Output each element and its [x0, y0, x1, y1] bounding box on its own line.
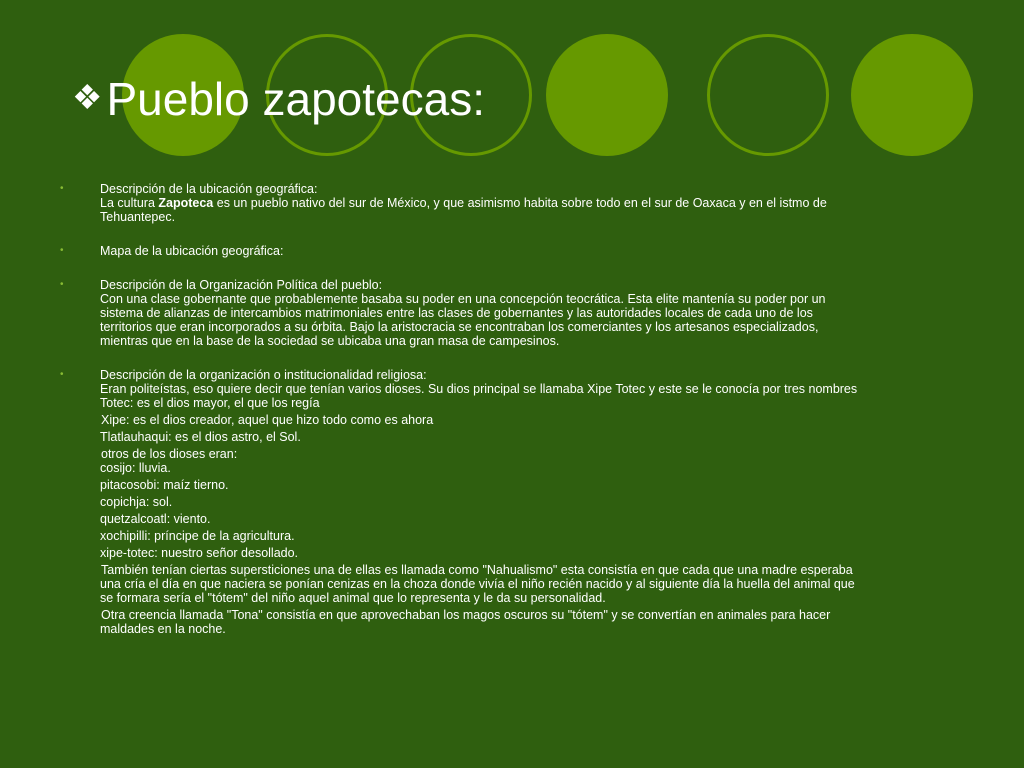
- item-heading: Descripción de la Organización Política del pueblo:: [100, 278, 383, 292]
- slide-title: [72, 68, 485, 129]
- item-text: mientras que en la base de la sociedad se ubicaba una gran masa de campesinos.: [100, 334, 560, 348]
- bullet-item-ubicacion: [60, 182, 970, 224]
- item-text: Tehuantepec.: [100, 210, 176, 224]
- decorative-circle-filled: [851, 34, 973, 156]
- decorative-circle-filled: [546, 34, 668, 156]
- item-text: Otra creencia llamada "Tona" consistía en que aprovechaban los magos oscuros su "tótem" y se convertían en animales para hacer: [101, 608, 831, 622]
- item-text: Tlatlauhaqui: es el dios astro, el Sol.: [100, 430, 301, 444]
- bullet-dot-icon: •: [60, 183, 64, 194]
- decorative-circle-ring: [707, 34, 829, 156]
- item-text: territorios que eran incorporados a su órbita. Bajo la aristocracia se encontraban los comerciantes y los artesanos especializados,: [100, 320, 819, 334]
- item-heading: Descripción de la organización o institucionalidad religiosa:: [100, 368, 427, 382]
- item-text: otros de los dioses eran:: [101, 447, 238, 461]
- text-bold: Zapoteca: [158, 196, 214, 210]
- god-entry: xipe-totec: nuestro señor desollado.: [100, 546, 299, 560]
- bullet-dot-icon: •: [60, 279, 64, 290]
- bullet-dot-icon: •: [60, 369, 64, 380]
- item-heading: Descripción de la ubicación geográfica:: [100, 182, 318, 196]
- diamond-bullet-icon: ❖: [72, 79, 103, 117]
- item-text: Totec: es el dios mayor, el que los regía: [100, 396, 320, 410]
- bullet-item-organizacion-politica: [60, 278, 970, 348]
- text-pre: La cultura: [100, 196, 159, 210]
- item-text: También tenían ciertas supersticiones una de ellas es llamada como "Nahualismo" esta consistía en que cada que una madre esperaba: [101, 563, 853, 577]
- bullet-dot-icon: •: [60, 245, 64, 256]
- item-text: [100, 196, 970, 210]
- item-text: Con una clase gobernante que probablemente basaba su poder en una concepción teocrática. Esta elite mantenía su poder por un: [100, 292, 826, 306]
- bullet-item-religion: [60, 368, 970, 636]
- god-entry: xochipilli: príncipe de la agricultura.: [100, 529, 295, 543]
- slide-content: [60, 182, 970, 636]
- item-text: sistema de alianzas de intercambios matrimoniales entre las clases de gobernantes y las autoridades locales de cada uno de los: [100, 306, 813, 320]
- item-text: Eran politeístas, eso quiere decir que tenían varios dioses. Su dios principal se llamaba Xipe Totec y este se le conocía por tres nombres: [100, 382, 858, 396]
- item-text: se formara sería el "tótem" del niño aquel animal que lo representa y le da su personalidad.: [100, 591, 606, 605]
- bullet-item-mapa: [60, 244, 970, 258]
- god-entry: cosijo: lluvia.: [100, 461, 171, 475]
- god-entry: pitacosobi: maíz tierno.: [100, 478, 229, 492]
- item-text: maldades en la noche.: [100, 622, 226, 636]
- item-heading: Mapa de la ubicación geográfica:: [100, 244, 284, 258]
- slide-title-text: Pueblo zapotecas:: [106, 73, 485, 125]
- item-text: una cría el día en que naciera se ponían cenizas en la choza donde vivía el niño recién nacido y al siguiente día la huella del animal que: [100, 577, 855, 591]
- god-entry: quetzalcoatl: viento.: [100, 512, 211, 526]
- item-text: Xipe: es el dios creador, aquel que hizo todo como es ahora: [101, 413, 434, 427]
- text-post: es un pueblo nativo del sur de México, y que asimismo habita sobre todo en el sur de Oaxaca y en el istmo de: [213, 196, 827, 210]
- god-entry: copichja: sol.: [100, 495, 173, 509]
